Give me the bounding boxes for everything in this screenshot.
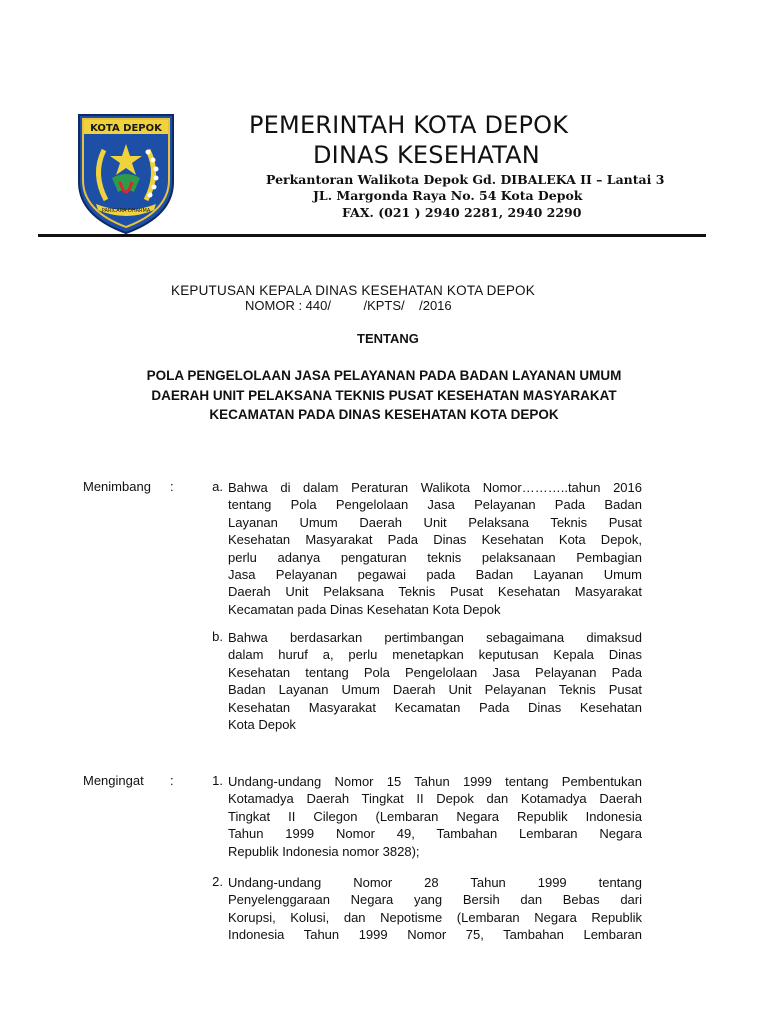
text-line: Kesehatan tentang Pola Pengelolaan Jasa Pelayanan Pada <box>228 664 642 680</box>
text-line: Undang-undang Nomor 28 Tahun 1999 tentang <box>228 875 642 890</box>
mengingat-item-1 <box>228 773 642 860</box>
text-line: Jasa Pelayanan pegawai pada Badan Layanan Umum <box>228 567 642 583</box>
text-line: Kotamadya Daerah Tingkat II Depok dan Kotamadya Daerah <box>228 791 642 807</box>
logo-text: KOTA DEPOK <box>90 123 162 134</box>
menimbang-item-a <box>228 479 642 618</box>
text-line: Republik Indonesia nomor 3828); <box>228 843 420 859</box>
menimbang-colon: : <box>170 479 174 494</box>
text-line: perlu adanya pengaturan teknis pelaksanaan Pembagian <box>228 549 642 565</box>
text-line: Kesehatan Masyarakat Pada Dinas Kesehatan Kota Depok, <box>228 532 642 548</box>
subject-line: KECAMATAN PADA DINAS KESEHATAN KOTA DEPOK <box>209 407 559 422</box>
subject-line: POLA PENGELOLAAN JASA PELAYANAN PADA BADAN LAYANAN UMUM <box>146 368 622 383</box>
text-line: Tingkat II Cilegon (Lembaran Negara Republik Indonesia <box>228 808 642 824</box>
text-line: dalam huruf a, perlu menetapkan keputusan Kepala Dinas <box>228 647 642 663</box>
item-marker: a. <box>212 479 223 494</box>
menimbang-item-b <box>228 629 642 733</box>
item-marker: 1. <box>212 773 223 788</box>
decree-subject <box>70 366 698 425</box>
text-line: Tahun 1999 Nomor 49, Tambahan Lembaran Negara <box>228 826 642 842</box>
menimbang-label: Menimbang <box>83 479 151 494</box>
decree-title: KEPUTUSAN KEPALA DINAS KESEHATAN KOTA DEPOK <box>171 283 535 298</box>
text-line: Undang-undang Nomor 15 Tahun 1999 tentang Pembentukan <box>228 774 642 789</box>
text-line: Bahwa berdasarkan pertimbangan sebagaimana dimaksud <box>228 630 642 645</box>
subject-line: DAERAH UNIT PELAKSANA TEKNIS PUSAT KESEHATAN MASYARAKAT <box>151 387 617 403</box>
text-line: tentang Pola Pengelolaan Jasa Pelayanan Pada Badan <box>228 497 642 513</box>
mengingat-colon: : <box>170 773 174 788</box>
text-line: Layanan Umum Daerah Unit Pelaksana Teknis Pusat <box>228 514 642 530</box>
decree-number: NOMOR : 440/ /KPTS/ /2016 <box>245 298 452 313</box>
text-line: Korupsi, Kolusi, dan Nepotisme (Lembaran Negara Republik <box>228 909 642 925</box>
item-marker: 2. <box>212 874 223 889</box>
header-title: PEMERINTAH KOTA DEPOK <box>249 111 569 139</box>
logo-motto: PARICARA DHARMA <box>101 208 151 214</box>
header-divider <box>38 234 706 237</box>
tentang-heading: TENTANG <box>357 331 419 346</box>
text-line: Bahwa di dalam Peraturan Walikota Nomor………..tahun 2016 <box>228 480 642 495</box>
header-subtitle: DINAS KESEHATAN <box>313 141 540 169</box>
text-line: Kecamatan pada Dinas Kesehatan Kota Depok <box>228 601 501 617</box>
item-marker: b. <box>212 629 223 644</box>
text-line: Badan Layanan Umum Daerah Unit Pelayanan Teknis Pusat <box>228 682 642 698</box>
address-line-3: FAX. (021 ) 2940 2281, 2940 2290 <box>342 205 582 220</box>
text-line: Kota Depok <box>228 717 296 733</box>
text-line: Indonesia Tahun 1999 Nomor 75, Tambahan Lembaran <box>228 927 642 943</box>
text-line: Penyelenggaraan Negara yang Bersih dan Bebas dari <box>228 892 642 908</box>
mengingat-item-2 <box>228 874 642 944</box>
mengingat-label: Mengingat <box>83 773 144 788</box>
address-line-1: Perkantoran Walikota Depok Gd. DIBALEKA II – Lantai 3 <box>266 172 665 187</box>
address-line-2: JL. Margonda Raya No. 54 Kota Depok <box>313 188 583 203</box>
kota-depok-seal-logo <box>76 112 176 236</box>
text-line: Daerah Unit Pelaksana Teknis Pusat Kesehatan Masyarakat <box>228 584 642 600</box>
text-line: Kesehatan Masyarakat Kecamatan Pada Dinas Kesehatan <box>228 699 642 715</box>
